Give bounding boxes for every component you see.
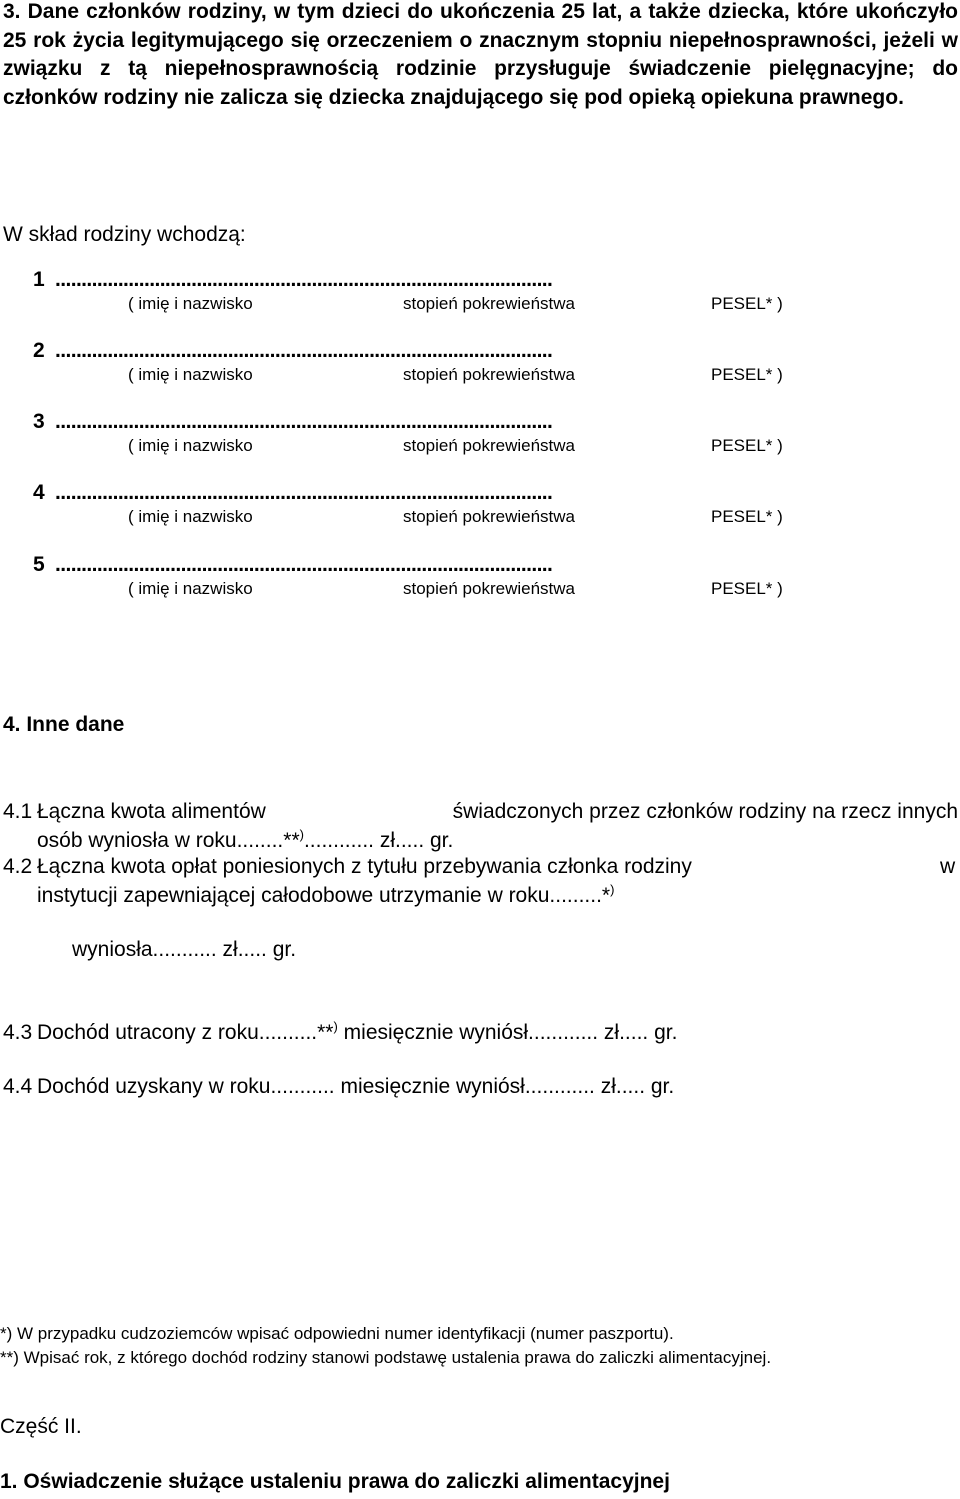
item-number: 4.2 bbox=[3, 855, 33, 878]
label-relation: stopień pokrewieństwa bbox=[403, 294, 575, 313]
item-4-2-amount-line[interactable]: wyniosła........... zł..... gr. bbox=[72, 938, 297, 961]
member-entry-field[interactable]: ............................................................................................... bbox=[55, 553, 553, 576]
declaration-heading: 1. Oświadczenie służące ustaleniu prawa do zaliczki alimentacyjnej bbox=[0, 1470, 670, 1493]
member-entry-field[interactable]: ............................................................................................... bbox=[55, 481, 553, 504]
item-4-1-text-b: świadczonych przez członków rodziny na rzecz innych bbox=[452, 800, 958, 823]
label-name: ( imię i nazwisko bbox=[128, 436, 253, 455]
item-4-1-text-a: Łączna kwota alimentów bbox=[37, 800, 266, 823]
item-4-2-year-line[interactable]: instytucji zapewniającej całodobowe utrzymanie w roku.........*) bbox=[37, 882, 615, 907]
section-4-heading: 4. Inne dane bbox=[3, 713, 125, 736]
footnotes bbox=[0, 1322, 771, 1370]
label-relation: stopień pokrewieństwa bbox=[403, 365, 575, 384]
label-name: ( imię i nazwisko bbox=[128, 507, 253, 526]
label-name: ( imię i nazwisko bbox=[128, 365, 253, 384]
member-number: 4 bbox=[33, 481, 45, 504]
member-number: 1 bbox=[33, 268, 45, 291]
item-number: 4.4 bbox=[3, 1075, 33, 1098]
part-2-title: Część II. bbox=[0, 1415, 82, 1438]
member-entry-field[interactable]: ............................................................................................... bbox=[55, 339, 553, 362]
item-4-1-amount-line[interactable]: osób wyniosła w roku........**)............ zł..... gr. bbox=[37, 827, 454, 852]
family-composition-heading: W skład rodziny wchodzą: bbox=[3, 223, 246, 246]
member-entry-field[interactable]: ............................................................................................... bbox=[55, 410, 553, 433]
item-number: 4.1 bbox=[3, 800, 33, 823]
label-relation: stopień pokrewieństwa bbox=[403, 436, 575, 455]
item-number: 4.3 bbox=[3, 1021, 33, 1044]
label-name: ( imię i nazwisko bbox=[128, 579, 253, 598]
label-pesel: PESEL* ) bbox=[711, 294, 783, 313]
item-4-2-text: Łączna kwota opłat poniesionych z tytułu przebywania członka rodziny bbox=[37, 855, 692, 878]
label-relation: stopień pokrewieństwa bbox=[403, 579, 575, 598]
item-4-2-text-end: w bbox=[940, 855, 956, 878]
label-pesel: PESEL* ) bbox=[711, 436, 783, 455]
label-pesel: PESEL* ) bbox=[711, 507, 783, 526]
footnote-1: *) W przypadku cudzoziemców wpisać odpowiedni numer identyfikacji (numer paszportu). bbox=[0, 1324, 674, 1343]
member-number: 2 bbox=[33, 339, 45, 362]
label-relation: stopień pokrewieństwa bbox=[403, 507, 575, 526]
member-number: 5 bbox=[33, 553, 45, 576]
section-3-paragraph: 3. Dane członków rodziny, w tym dzieci do ukończenia 25 lat, a także dziecka, które ukończyło 25 rok życia legitymującego się orzeczeniem o znacznym stopniu niepełnosprawności, jeżeli w związku z tą niepełnosprawnością rodzinie przysługuje świadczenie pielęgnacyjne; do członków rodziny nie zalicza się dziecka znajdującego się pod opieką opiekuna prawnego. bbox=[3, 0, 958, 109]
label-name: ( imię i nazwisko bbox=[128, 294, 253, 313]
member-entry-field[interactable]: ............................................................................................... bbox=[55, 268, 553, 291]
member-number: 3 bbox=[33, 410, 45, 433]
footnote-2: **) Wpisać rok, z którego dochód rodziny stanowi podstawę ustalenia prawa do zaliczki alimentacyjnej. bbox=[0, 1348, 772, 1367]
label-pesel: PESEL* ) bbox=[711, 365, 783, 384]
label-pesel: PESEL* ) bbox=[711, 579, 783, 598]
